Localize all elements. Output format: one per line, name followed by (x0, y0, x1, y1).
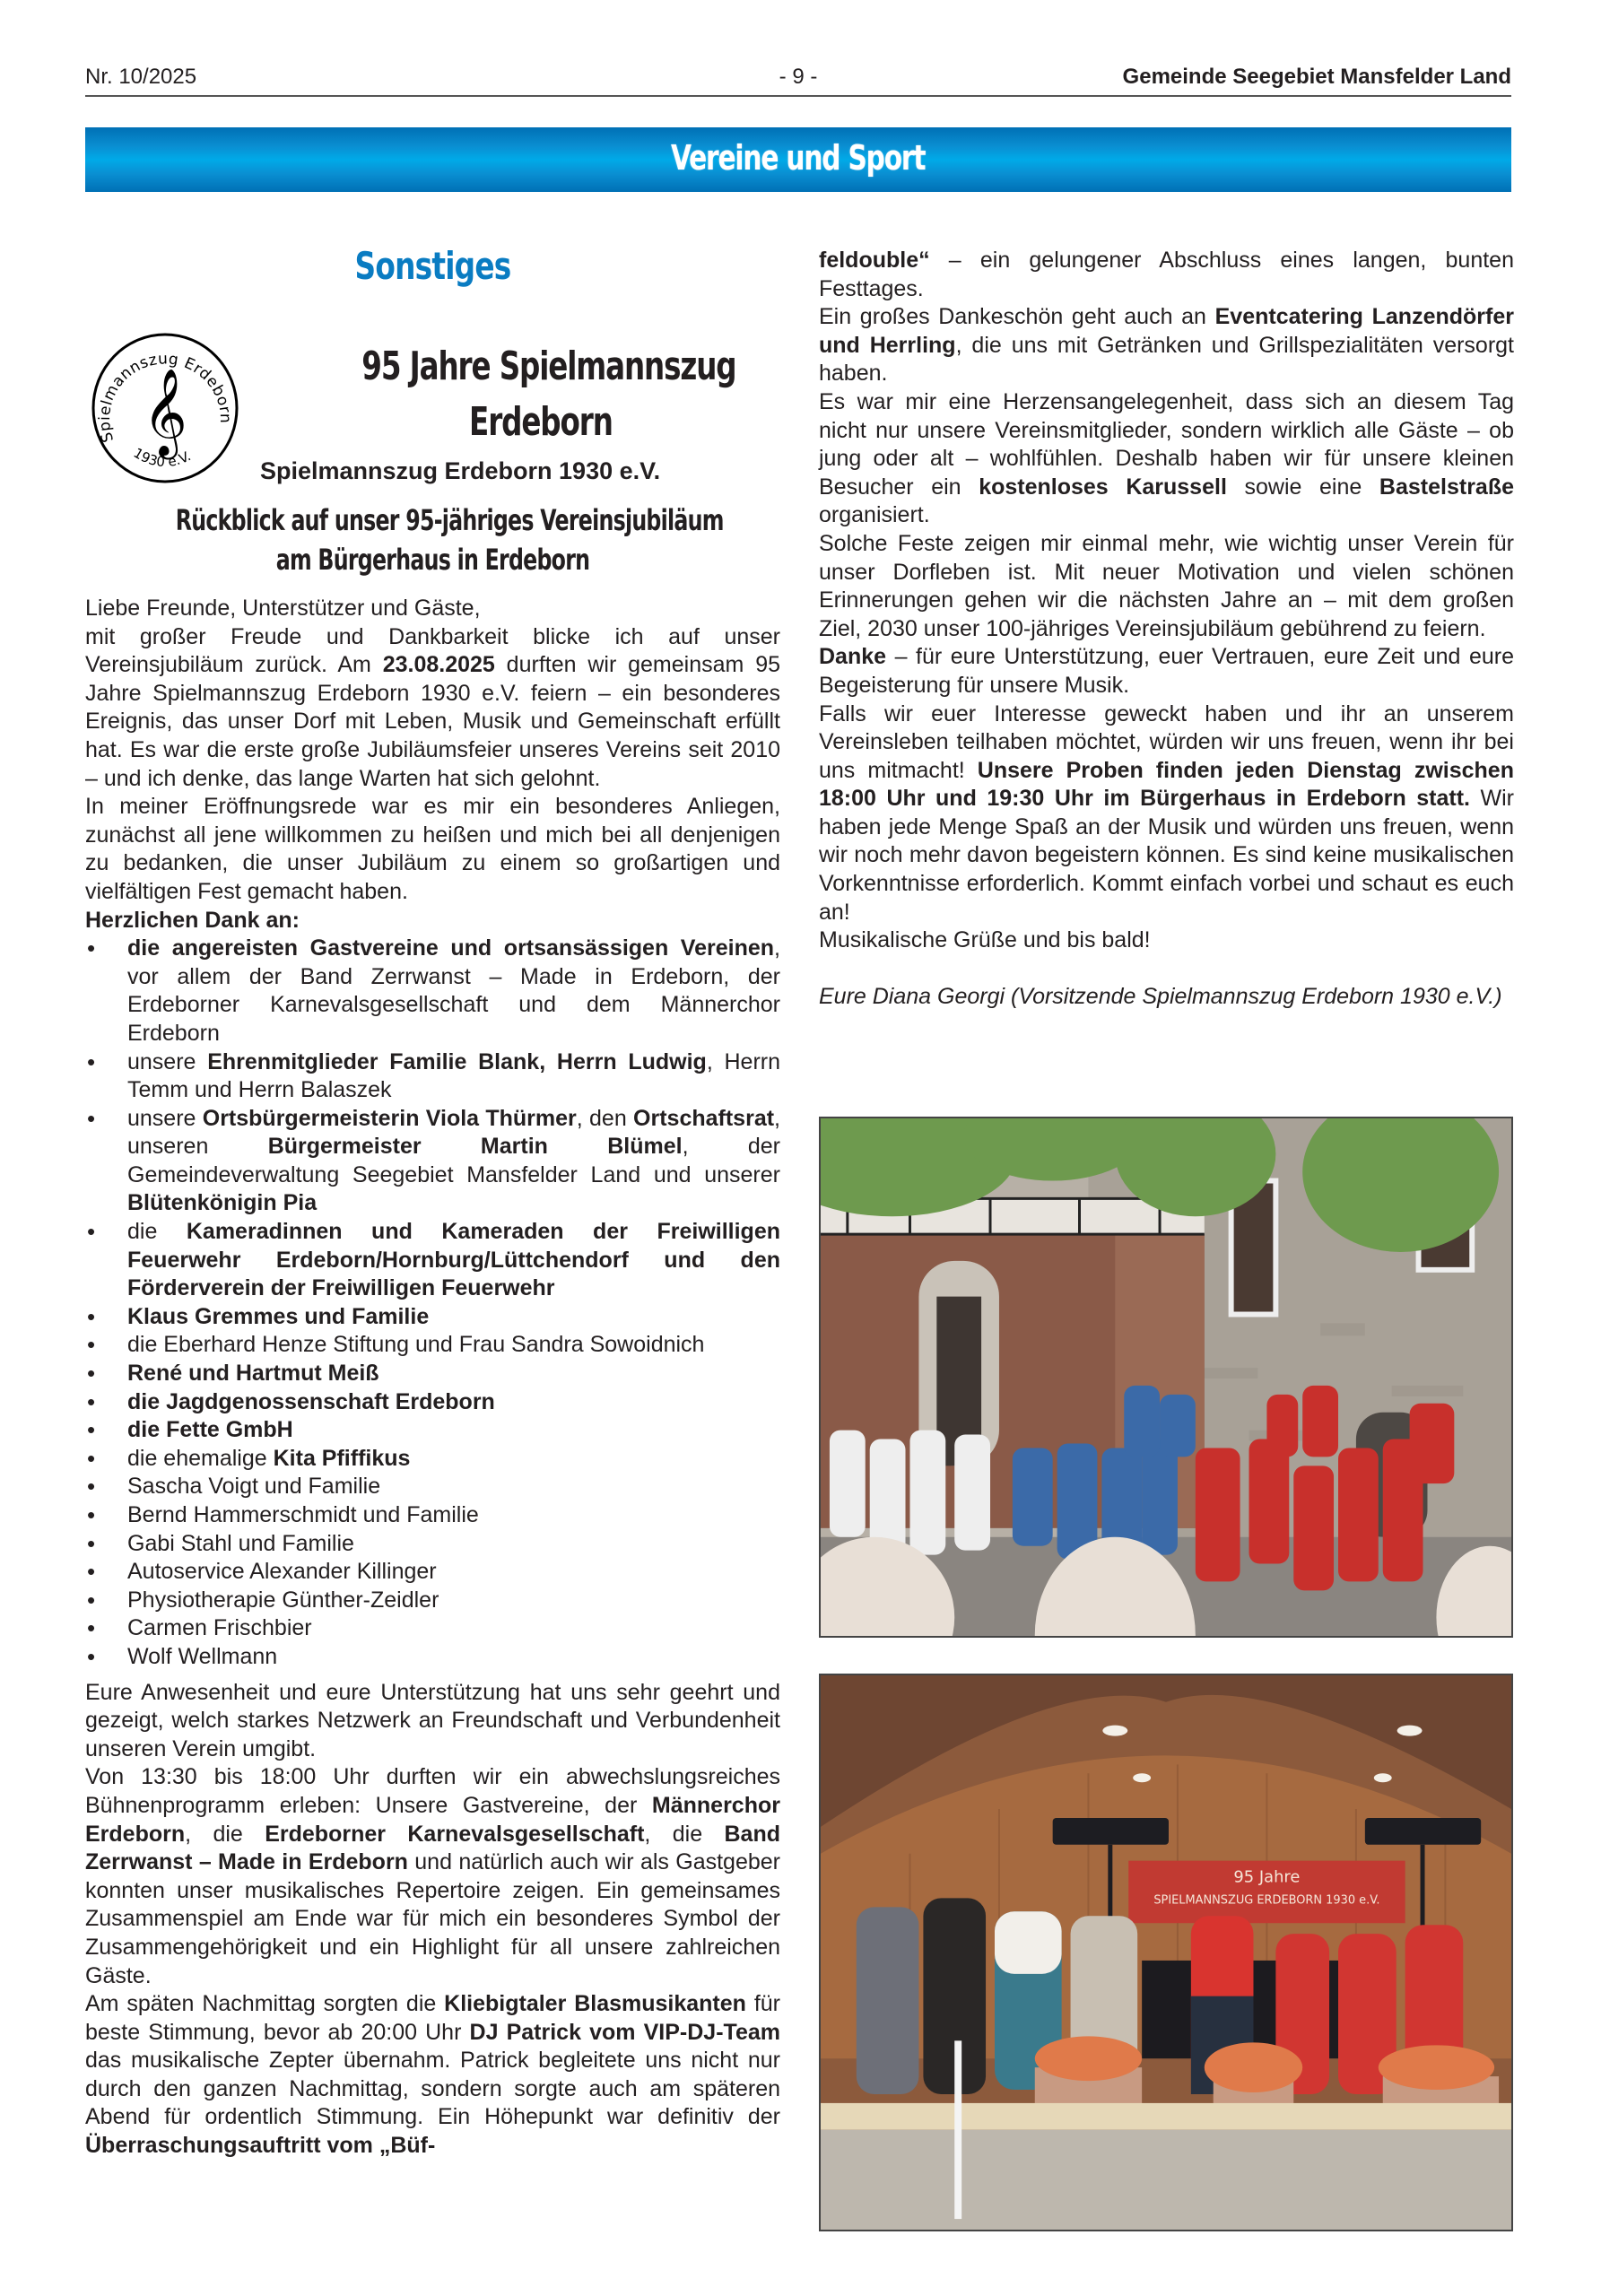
bold-text: Ortsbürgermeisterin Viola Thürmer (202, 1105, 577, 1131)
thanks-list-item (85, 1445, 780, 1474)
text-run: Ein großes Dankeschön geht auch an (819, 304, 1215, 330)
page-number: - 9 - (779, 65, 818, 89)
bold-text: Bürgermeister Martin Blümel (267, 1134, 683, 1160)
paragraph-speech: In meiner Eröffnungsrede war es mir ein besonderes Anliegen, zunächst all jene willkommen zu heißen und mich bei all denjenigen zu bedanken, die unser Jubiläum zu einem so großartigen und vielfältigen Fest gemacht haben. (85, 794, 780, 904)
subtitle-line1: Rückblick auf unser 95-jähriges Vereinsjubiläum (175, 503, 724, 537)
bold-text: Band Zerrwanst – Made in Erdeborn (85, 1821, 780, 1875)
text-run: Es war mir eine Herzensangelegenheit, dass sich an diesem Tag nicht nur unsere Vereinsmitglieder, sondern wirklich alle Gäste – ob jung oder alt – wohlfühlen. Deshalb haben wir für unsere kleinen Besucher ein (819, 388, 1514, 500)
text-run: , vor allem der Band Zerrwanst – Made in Erdeborn, der Erdeborner Karnevalsgesellschaft und dem Männerchor Erdeborn (127, 935, 780, 1046)
text-run: Am späten Nachmittag sorgten die (85, 1991, 445, 2017)
section-title-text: Sonstiges (354, 244, 511, 288)
bold-text: Ehrenmitglieder Familie Blank, Herrn Ludwig (207, 1048, 707, 1074)
text-run: Physiotherapie Günther-Zeidler (127, 1587, 439, 1613)
text-run: Falls wir euer Interesse geweckt haben und ihr an unserem Vereinsleben teilhaben möchtet, würden wir uns freuen, wenn ihr bei uns mitmacht! (819, 700, 1514, 783)
thanks-list-item (85, 1473, 780, 1501)
thanks-list-item (85, 1388, 780, 1417)
paragraph-evening-cont (819, 247, 1514, 303)
thanks-list-item (85, 1331, 780, 1360)
intro-text: mit großer Freude und Dankbarkeit blicke ich auf unser Vereinsjubiläum zurück. Am (85, 623, 780, 678)
page-header (85, 59, 1511, 97)
thanks-list-item (85, 1587, 780, 1615)
club-logo-graphic (90, 332, 240, 484)
text-run: Autoservice Alexander Killinger (127, 1559, 437, 1585)
logo-year-text: 1930 e.V. (130, 444, 194, 471)
article-title-line1: 95 Jahre Spielmannszug (361, 344, 736, 389)
club-logo (90, 332, 240, 484)
thanks-list-item (85, 1558, 780, 1587)
club-name: Spielmannszug Erdeborn 1930 e.V. (260, 457, 661, 484)
category-title: Vereine und Sport (671, 138, 926, 178)
thanks-list-item (85, 1501, 780, 1530)
issue-number: Nr. 10/2025 (85, 65, 197, 89)
bold-text: Eventcatering Lanzendörfer und Herrling (819, 304, 1514, 358)
thanks-heading (85, 907, 780, 935)
bold-text: die Fette GmbH (127, 1417, 293, 1443)
bold-text: DJ Patrick vom VIP-DJ-Team (469, 2019, 780, 2045)
photo-marching-bands-image (821, 1118, 1511, 1636)
text-run: , unseren (127, 1105, 780, 1160)
thanks-list (85, 935, 780, 1671)
paragraph-program (85, 1763, 780, 1990)
text-run: das musikalische Zepter übernahm. Patrick begleitete uns nicht nur durch den ganzen Nachmittag, sondern sorgte auch am späteren Abend für ordentlich Stimmung. Ein Höhepunkt war definitiv der (85, 2048, 780, 2130)
bold-text: Unsere Proben finden jeden Dienstag zwischen 18:00 Uhr und 19:30 Uhr im Bürgerhaus in Erdeborn statt. (819, 757, 1514, 812)
banner-text-line2: SPIELMANNSZUG ERDEBORN 1930 e.V. (1153, 1893, 1380, 1908)
stone-base (821, 2130, 1511, 2230)
text-run: die ehemalige (127, 1445, 274, 1471)
event-date: 23.08.2025 (382, 652, 495, 678)
thanks-list-item (85, 1360, 780, 1388)
text-run: unsere (127, 1048, 208, 1074)
signature: Eure Diana Georgi (Vorsitzende Spielmannszug Erdeborn 1930 e.V.) (819, 983, 1502, 1009)
paragraph-invitation (819, 700, 1514, 927)
publisher-name: Gemeinde Seegebiet Mansfelder Land (1122, 65, 1511, 89)
text-run: unsere (127, 1105, 203, 1131)
photo-marching-bands (819, 1117, 1513, 1638)
greeting: Liebe Freunde, Unterstützer und Gäste, (85, 596, 481, 621)
text-run: Wolf Wellmann (127, 1643, 278, 1669)
intro-text-cont: durften wir gemeinsam 95 Jahre Spielmannszug Erdeborn 1930 e.V. feiern – ein besonderes Ereignis, das unser Dorf mit Leben, Musik und Gemeinschaft erfüllt hat. Es war die erste große Jubiläumsfeier unseres Vereins seit 2010 – und ich denke, das lange Warten hat sich gelohnt. (85, 652, 780, 791)
bold-text: feldouble“ (819, 248, 930, 273)
text-run: Von 13:30 bis 18:00 Uhr durften wir ein abwechslungsreiches Bühnenprogramm erleben: Unsere Gastvereine, der (85, 1764, 780, 1818)
bold-text: Blütenkönigin Pia (127, 1190, 318, 1216)
section-title (85, 244, 780, 288)
text-run: , der Gemeindeverwaltung Seegebiet Mansfelder Land und unserer (127, 1134, 781, 1187)
article-title (296, 339, 785, 450)
treble-clef-icon: 𝄞 (143, 368, 187, 456)
article-body-right (819, 247, 1514, 1011)
text-run: Sascha Voigt und Familie (127, 1474, 381, 1500)
banner-text-line1: 95 Jahre (1233, 1867, 1301, 1887)
bold-text: Kita Pfiffikus (273, 1445, 411, 1471)
paragraph-intro (85, 623, 780, 794)
text-run: – für eure Unterstützung, euer Vertrauen, eure Zeit und eure Begeisterung für unsere Musik. (819, 644, 1514, 698)
article-body-left (85, 595, 780, 2161)
text-run: für beste Stimmung, bevor ab 20:00 Uhr (85, 1991, 780, 2045)
paragraph-future: Solche Feste zeigen mir einmal mehr, wie wichtig unser Verein für unser Dorfleben ist. Mit neuer Motivation und vielen schönen Erinnerungen gehen wir die nächsten Jahre an – mit dem großen Ziel, 2030 unser 100-jähriges Vereinsjubiläum gebührend zu feiern. (819, 530, 1514, 641)
thanks-list-item (85, 1303, 780, 1332)
logo-ring-text: Spielmannszug Erdeborn (95, 350, 235, 445)
thanks-list-item (85, 1643, 780, 1672)
bold-text: die Jagdgenossenschaft Erdeborn (127, 1388, 495, 1414)
paragraph-guests (819, 388, 1514, 530)
text-run: , die uns mit Getränken und Grillspezialitäten versorgt haben. (819, 332, 1515, 387)
photo-stage-image (821, 1675, 1511, 2230)
bold-text: Ortschaftsrat (633, 1105, 775, 1131)
paragraph-catering (819, 303, 1514, 388)
text-run: Carmen Frischbier (127, 1615, 312, 1641)
bold-text: Männerchor Erdeborn (85, 1792, 780, 1847)
text-run: organisiert. (819, 502, 930, 528)
bold-text: Klaus Gremmes und Familie (127, 1303, 430, 1329)
text-run: Bernd Hammerschmidt und Familie (127, 1502, 479, 1527)
thanks-list-item (85, 1048, 780, 1105)
closing: Musikalische Grüße und bis bald! (819, 927, 1151, 953)
bold-text: die angereisten Gastvereine und ortsansässigen Vereinen (127, 935, 775, 961)
bold-text: Danke (819, 644, 887, 670)
text-run: Gabi Stahl und Familie (127, 1530, 354, 1556)
subtitle-line2: am Bürgerhaus in Erdeborn (275, 543, 590, 577)
thanks-list-item (85, 1218, 780, 1303)
photo-stage-ceremony (819, 1674, 1513, 2231)
text-run: die (127, 1219, 187, 1245)
bold-text: Kliebigtaler Blasmusikanten (444, 1991, 746, 2017)
category-banner (85, 127, 1511, 192)
text-run: die Eberhard Henze Stiftung und Frau Sandra Sowoidnich (127, 1332, 705, 1358)
thanks-list-item (85, 1105, 780, 1218)
bold-text: Kameradinnen und Kameraden der Freiwilligen Feuerwehr Erdeborn/Hornburg/Lüttchendorf und den Förderverein der Freiwilligen Feuerwehr (127, 1219, 780, 1301)
bold-text: kostenloses Karussell (979, 474, 1227, 500)
paragraph-evening (85, 1990, 780, 2161)
thanks-list-item (85, 935, 780, 1048)
thanks-list-item (85, 1614, 780, 1643)
article-subtitle (85, 500, 780, 579)
thanks-heading-text: Herzlichen Dank an: (85, 907, 300, 933)
bold-text: Bastelstraße (1379, 474, 1514, 500)
paragraph-support: Eure Anwesenheit und eure Unterstützung hat uns sehr geehrt und gezeigt, welch starkes Netzwerk an Freundschaft und Verbundenheit unseren Verein umgibt. (85, 1679, 780, 1761)
text-run: , Herrn Temm und Herrn Balaszek (127, 1048, 781, 1103)
text-run: Wir haben jede Menge Spaß an der Musik und würden uns freuen, wenn wir noch mehr davon begeistern können. Es sind keine musikalischen Vorkenntnisse erforderlich. Kommt einfach vorbei und schaut es euch an! (819, 786, 1514, 925)
bold-text: Erdeborner Karnevalsgesellschaft (265, 1821, 645, 1847)
article-title-line2: Erdeborn (468, 399, 613, 445)
text-run: , die (644, 1821, 725, 1847)
text-run: sowie eine (1226, 474, 1379, 500)
bold-text: Überraschungsauftritt vom „Büf- (85, 2133, 436, 2159)
thanks-list-item (85, 1416, 780, 1445)
text-run: , den (576, 1105, 634, 1131)
paragraph-thanks (819, 643, 1514, 700)
thanks-list-item (85, 1530, 780, 1559)
bold-text: René und Hartmut Meiß (127, 1361, 379, 1387)
text-run: , die (185, 1821, 265, 1847)
text-run: – ein gelungener Abschluss eines langen, bunten Festtages. (819, 248, 1514, 301)
text-run: und natürlich auch wir als Gastgeber konnten unser musikalisches Repertoire zeigen. Ein gemeinsames Zusammenspiel am Ende war für mich ein besonderes Symbol der Zusammengehörigkeit und ein Highlight für all unsere zahlreichen Gäste. (85, 1849, 780, 1988)
